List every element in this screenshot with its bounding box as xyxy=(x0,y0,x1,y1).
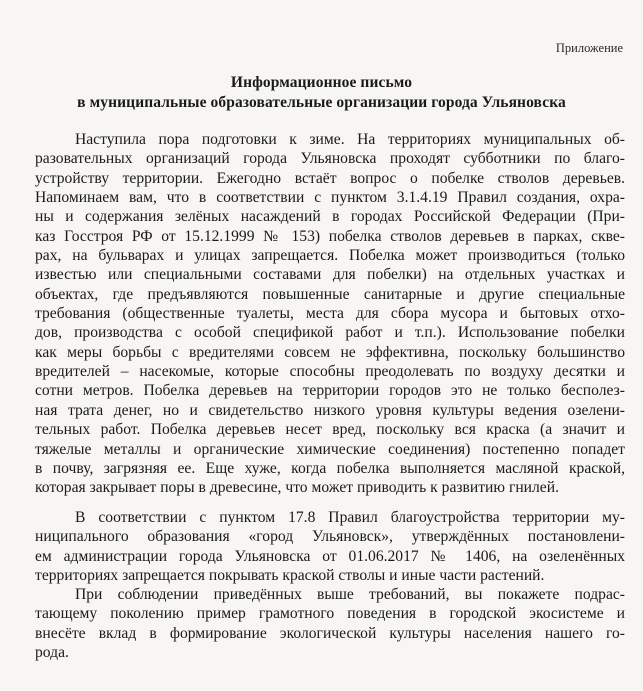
paragraph-line: Напоминаем вам, что в соответствии с пунктом 3.1.4.19 Правил создания, охра- xyxy=(35,189,625,207)
paragraph-line: вредителей – насекомые, которые способны преодолевать по воздуху десятки и xyxy=(35,363,625,381)
paragraph-line: ем администрации города Ульяновска от 01.06.2017 № 1406, на озеленённых xyxy=(35,547,625,565)
paragraph-line: устройству территории. Ежегодно встаёт вопрос о побелке стволов деревьев. xyxy=(35,169,625,187)
paragraph-line: рода. xyxy=(35,644,69,662)
paragraph-line: сотни метров. Побелка деревьев на территории городов это не только бесполез- xyxy=(35,382,625,400)
paragraph-line: объектах, где предъявляются повышенные санитарные и другие специальные xyxy=(35,285,625,303)
paragraph-line: ная трата денег, но и свидетельство низкого уровня культуры ведения озелени- xyxy=(35,401,625,419)
paragraph-line: При соблюдении приведённых выше требований, вы покажете подрас- xyxy=(75,586,625,603)
paragraph-line: внесёте вклад в формирование экологической культуры населения нашего го- xyxy=(35,624,625,642)
paragraph-line: каз Госстроя РФ от 15.12.1999 № 153) побелка стволов деревьев в парках, скве- xyxy=(35,227,625,245)
paragraph-3 xyxy=(35,585,625,662)
document-title-line-2: в муниципальные образовательные организации города Ульяновска xyxy=(77,94,566,111)
paragraph-1 xyxy=(35,130,625,498)
appendix-label: Приложение xyxy=(555,41,623,55)
paragraph-line: известью или специальными составами для побелки) на отдельных участках и xyxy=(35,266,625,284)
paragraph-line: ниципального образования «город Ульяновск», утверждённых постановлени- xyxy=(35,528,625,546)
document-title-line-1: Информационное письмо xyxy=(230,74,413,91)
paragraph-line: в почву, загрязняя ее. Еще хуже, когда побелка выполняется масляной краской, xyxy=(35,459,625,477)
paragraph-line: ны и содержания зелёных насаждений в городах Российской Федерации (При- xyxy=(35,208,625,226)
paragraph-2 xyxy=(35,508,625,585)
paragraph-line: разовательных организаций города Ульяновска проходят субботники по благо- xyxy=(35,150,625,168)
paragraph-line: Наступила пора подготовки к зиме. На территориях муниципальных об- xyxy=(75,131,625,148)
paragraph-line: территориях запрещается покрывать краской стволы и иные части растений. xyxy=(35,567,545,585)
paragraph-line: как меры борьбы с вредителями совсем не эффективна, поскольку большинство xyxy=(35,343,625,361)
paragraph-line: которая закрывает поры в древесине, что может приводить к развитию гнилей. xyxy=(35,479,559,497)
paragraph-line: рах, на бульварах и улицах запрещается. Побелка может производиться (только xyxy=(35,247,625,265)
paragraph-line: требования (общественные туалеты, места для сбора мусора и бытовых отхо- xyxy=(35,305,625,323)
paragraph-line: В соответствии с пунктом 17.8 Правил благоустройства территории му- xyxy=(75,509,625,526)
paragraph-line: дов, производства с особой спецификой работ и т.п.). Использование побелки xyxy=(35,324,625,342)
paragraph-line: тельных работ. Побелка деревьев несет вред, поскольку вся краска (а значит и xyxy=(35,421,625,439)
paragraph-line: тяжелые металлы и органические химические соединения) постепенно попадет xyxy=(35,440,625,458)
paragraph-line: тающему поколению пример грамотного поведения в городской экосистеме и xyxy=(35,605,625,623)
